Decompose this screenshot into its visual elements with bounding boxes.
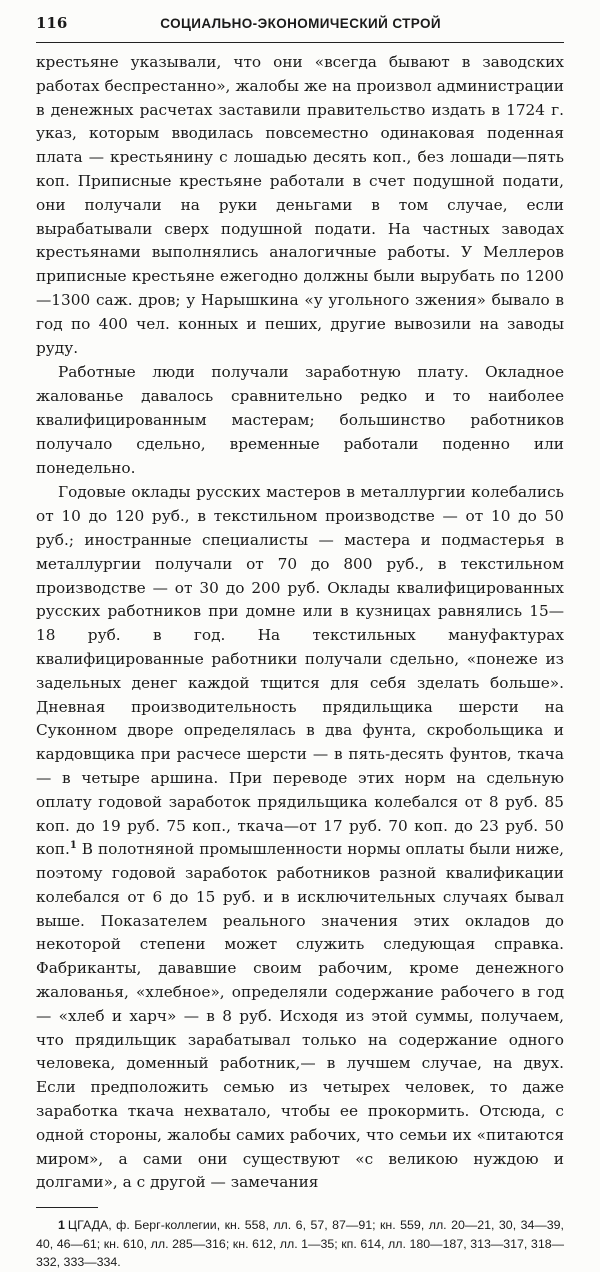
body-text	[36, 51, 564, 1195]
footnote-reference[interactable]: 1	[69, 840, 77, 852]
paragraph-3-part-1: Годовые оклады русских мастеров в металлургии колебались от 10 до 120 руб., в текстильном производстве — от 10 до 50 руб.; иностранные специалисты — мастера и подмастерья в металлургии получали от 70 до 800 руб., в текстильном производстве — от 30 до 200 руб. Оклады квалифицированных русских работников при домне или в кузницах равнялись 15—18 руб. в год. На текстильных мануфактурах квалифицированные работники получали сдельно, «понеже из задельных денег каждой тщится для себя зделать больше». Дневная производительность прядильщика шерсти на Суконном дворе определялась в два фунта, скробольщика и кардовщика при расчесе шерсти — в пять-десять фунтов, ткача — в четыре аршина. При переводе этих норм на сдельную оплату годовой заработок прядильщика колебался от 8 руб. 85 коп. до 19 руб. 75 коп., ткача—от 17 руб. 70 коп. до 23 руб. 50 коп.	[36, 483, 564, 859]
page-header	[36, 14, 564, 36]
footnote	[36, 1216, 564, 1272]
running-title: СОЦИАЛЬНО-ЭКОНОМИЧЕСКИЙ СТРОЙ	[160, 16, 442, 31]
paragraph-3	[36, 481, 564, 1195]
paragraph-2: Работные люди получали заработную плату. Окладное жалованье давалось сравнительно редко и то наиболее квалифицированным мастерам; большинство работников получало сдельно, временные работали поденно или понедельно.	[36, 363, 564, 477]
footnote-mark: 1	[58, 1218, 65, 1233]
footnote-rule	[36, 1207, 98, 1208]
paragraph-1: крестьяне указывали, что они «всегда бывают в заводских работах беспрестанно», жалобы же на произвол администрации в денежных расчетах заставили правительство издать в 1724 г. указ, которым вводилась повсеместно одинаковая поденная плата — крестьянину с лошадью десять коп., без лошади—пять коп. Приписные крестьяне работали в счет подушной подати, они получали на руки деньгами в том случае, если вырабатывали сверх подушной подати. На частных заводах крестьянами выполнялись аналогичные работы. У Меллеров приписные крестьяне ежегодно должны были вырубать по 1200—1300 саж. дров; у Нарышкина «у угольного зжения» бывало в год по 400 чел. конных и пеших, другие вывозили на заводы руду.	[36, 53, 564, 357]
page-number: 116	[36, 14, 68, 32]
header-rule	[36, 42, 564, 43]
paragraph-3-part-2: В полотняной промышленности нормы оплаты были ниже, поэтому годовой заработок работников разной квалификации колебался от 6 до 15 руб. и в исключительных случаях бывал выше. Показателем реального значения этих окладов до некоторой степени может служить следующая справка. Фабриканты, дававшие своим рабочим, кроме денежного жалованья, «хлебное», определяли содержание рабочего в год — «хлеб и харч» — в 8 руб. Исходя из этой суммы, получаем, что прядильщик зарабатывал только на содержание одного человека, доменный работник,— в лучшем случае, на двух. Если предположить семью из четырех человек, то даже заработка ткача нехватало, чтобы ее прокормить. Отсюда, с одной стороны, жалобы самих рабочих, что семьи их «питаются миром», а сами они существуют «с великою нуждою и долгами», а с другой — замечания	[36, 840, 564, 1192]
footnote-text: ЦГАДА, ф. Берг-коллегии, кн. 558, лл. 6, 57, 87—91; кн. 559, лл. 20—21, 30, 34—39, 40, 46—61; кн. 610, лл. 285—316; кн. 612, лл. 1—35; кп. 614, лл. 180—187, 313—317, 318—332, 333—334.	[36, 1218, 564, 1270]
